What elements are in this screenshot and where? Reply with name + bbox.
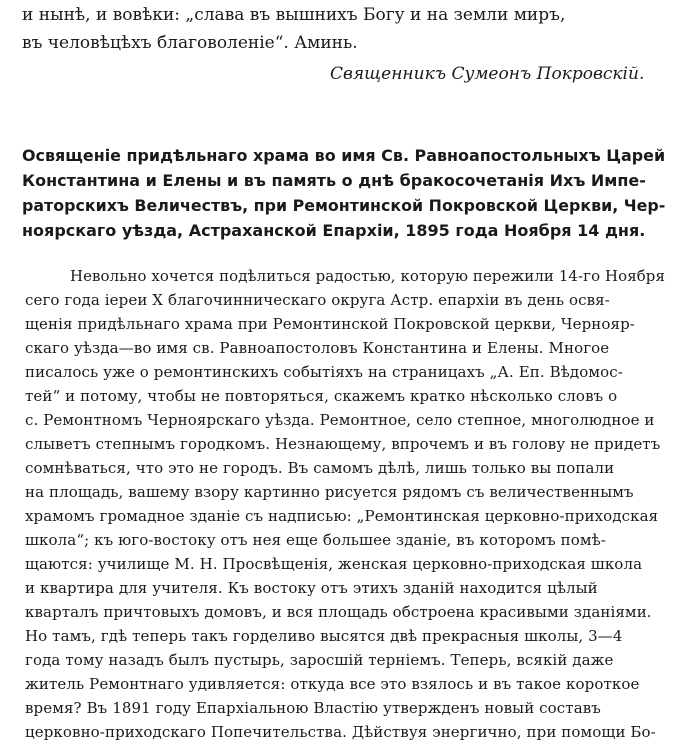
intro-line-1: и нынѣ, и вовѣки: „слава въ вышнихъ Богу и на земли миръ, <box>22 5 566 25</box>
body-line-15: кварталъ причтовыхъ домовъ, и вся площадь обстроена красивыми зданіями. <box>25 603 652 621</box>
body-line-2: сего года іереи X благочинническаго округа Астр. епархіи въ день освя- <box>25 291 610 309</box>
body-line-10: на площадь, вашему взору картинно рисуется рядомъ съ величественнымъ <box>25 483 634 501</box>
body-line-14: и квартира для учителя. Къ востоку отъ этихъ зданій находится цѣлый <box>25 579 598 597</box>
intro-line-2: въ человѣцѣхъ благоволеніе“. Аминь. <box>22 33 358 53</box>
body-line-8: слыветъ степнымъ городкомъ. Незнающему, впрочемъ и въ голову не придетъ <box>25 435 661 453</box>
body-line-5: писалось уже о ремонтинскихъ событіяхъ на страницахъ „А. Еп. Вѣдомос- <box>25 363 623 381</box>
body-line-19: время? Въ 1891 году Епархіальною Властію утвержденъ новый составъ <box>25 699 601 717</box>
body-line-9: сомнѣваться, что это не городъ. Въ самомъ дѣлѣ, лишь только вы попали <box>25 459 615 477</box>
article-heading-line-4: ноярскаго уѣзда, Астраханской Епархіи, 1895 года Ноября 14 дня. <box>22 221 646 240</box>
article-heading-line-2: Константина и Елены и въ память о днѣ бракосочетанія Ихъ Импе- <box>22 171 646 190</box>
body-line-4: скаго уѣзда—во имя св. Равноапостоловъ Константина и Елены. Многое <box>25 339 610 357</box>
article-heading-line-1: Освященіе придѣльнаго храма во имя Св. Равноапостольныхъ Царей <box>22 146 666 165</box>
body-line-6: тей“ и потому, чтобы не повторяться, скажемъ кратко нѣсколько словъ о <box>25 387 618 405</box>
article-heading-line-3: раторскихъ Величествъ, при Ремонтинской Покровской Церкви, Чер- <box>22 196 666 215</box>
body-line-12: школа“; къ юго-востоку отъ нея еще большее зданіе, въ которомъ помѣ- <box>25 531 606 549</box>
body-line-17: года тому назадъ былъ пустырь, заросшій терніемъ. Теперь, всякій даже <box>25 651 614 669</box>
body-line-13: щаются: училище М. Н. Просвѣщенія, женская церковно-приходская школа <box>25 555 643 573</box>
signature: Священникъ Сумеонъ Покровскій. <box>330 64 645 84</box>
body-line-7: с. Ремонтномъ Черноярскаго уѣзда. Ремонтное, село степное, многолюдное и <box>25 411 655 429</box>
body-line-20: церковно-приходскаго Попечительства. Дѣйствуя энергично, при помощи Бо- <box>25 723 656 741</box>
body-line-11: храмомъ громадное зданіе съ надписью: „Ремонтинская церковно-приходская <box>25 507 659 525</box>
body-line-1: Невольно хочется подѣлиться радостью, которую пережили 14-го Ноября <box>70 267 665 285</box>
body-line-18: житель Ремонтнаго удивляется: откуда все это взялось и въ такое короткое <box>25 675 640 693</box>
body-line-16: Но тамъ, гдѣ теперь такъ горделиво высятся двѣ прекрасныя школы, 3—4 <box>25 627 623 645</box>
body-line-3: щенія придѣльнаго храма при Ремонтинской Покровской церкви, Чернояр- <box>25 315 635 333</box>
